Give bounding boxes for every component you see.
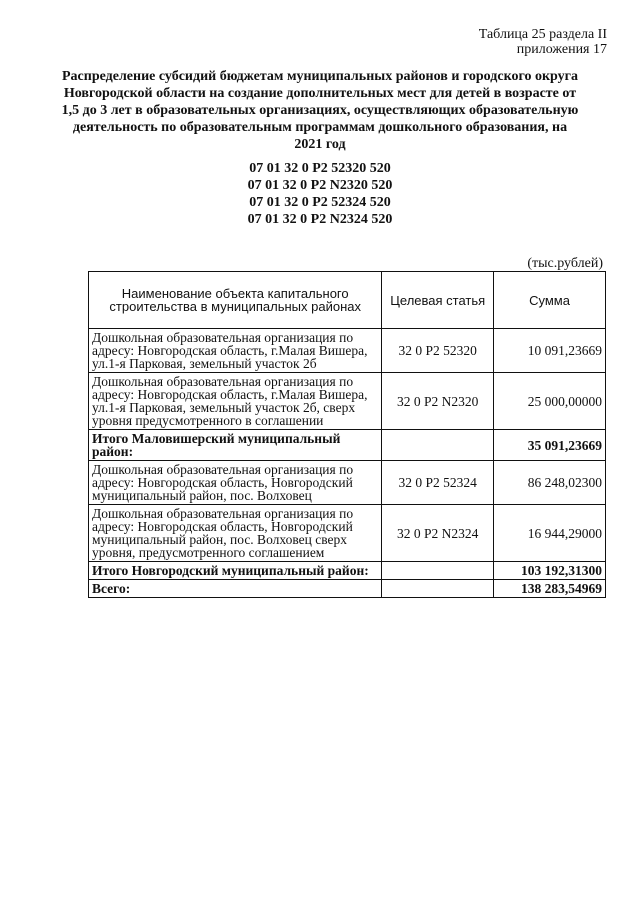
- row-sum-cell: 35 091,23669: [494, 430, 606, 461]
- row-name-cell: Итого Новгородский муниципальный район:: [89, 562, 382, 580]
- table-body: [89, 329, 606, 598]
- row-name-cell: Дошкольная образовательная организация по адресу: Новгородская область, Новгородский муниципальный район, пос. Волховец сверх уровня, предусмотренного соглашением: [89, 505, 382, 562]
- row-name-cell: Дошкольная образовательная организация по адресу: Новгородская область, г.Малая Вишера, ул.1-я Парковая, земельный участок 2б: [89, 329, 382, 373]
- budget-code: 07 01 32 0 P2 52324 520: [249, 195, 391, 210]
- column-header-code: Целевая статья: [382, 272, 494, 329]
- row-code-cell: [382, 562, 494, 580]
- table-total-row: [89, 430, 606, 461]
- table-total-row: [89, 562, 606, 580]
- units-note: (тыс.рублей): [527, 256, 603, 271]
- document-reference: [479, 27, 607, 57]
- row-name-cell: Итого Маловишерский муниципальный район:: [89, 430, 382, 461]
- table-row: [89, 505, 606, 562]
- row-code-cell: [382, 430, 494, 461]
- row-sum-cell: 25 000,00000: [494, 373, 606, 430]
- row-code-cell: 32 0 P2 52324: [382, 461, 494, 505]
- reference-line-1: Таблица 25 раздела II: [478, 27, 607, 42]
- subsidy-table: [88, 271, 606, 598]
- row-sum-cell: 103 192,31300: [494, 562, 606, 580]
- table-row: [89, 329, 606, 373]
- row-sum-cell: 86 248,02300: [494, 461, 606, 505]
- budget-code: 07 01 32 0 P2 N2324 520: [247, 212, 393, 227]
- table-total-row: [89, 580, 606, 598]
- table-row: [89, 373, 606, 430]
- budget-codes: [160, 160, 480, 228]
- row-sum-cell: 16 944,29000: [494, 505, 606, 562]
- reference-line-2: приложения 17: [516, 42, 607, 57]
- budget-code: 07 01 32 0 P2 52320 520: [249, 161, 391, 176]
- budget-code: 07 01 32 0 P2 N2320 520: [247, 178, 393, 193]
- row-code-cell: 32 0 P2 N2320: [382, 373, 494, 430]
- row-sum-cell: 138 283,54969: [494, 580, 606, 598]
- table-row: [89, 461, 606, 505]
- row-code-cell: [382, 580, 494, 598]
- row-name-cell: Всего:: [89, 580, 382, 598]
- row-name-cell: Дошкольная образовательная организация по адресу: Новгородская область, г.Малая Вишера, ул.1-я Парковая, земельный участок 2б, сверх уровня предусмотренного в соглашении: [89, 373, 382, 430]
- document-title: Распределение субсидий бюджетам муниципальных районов и городского округа Новгородской области на создание дополнительных мест для детей в возрасте от 1,5 до 3 лет в образовательных организациях, осуществляющих образовательную деятельность по образовательным программам дошкольного образования, на 2021 год: [61, 69, 579, 152]
- column-header-sum: Сумма: [494, 272, 606, 329]
- table-header-row: [89, 272, 606, 329]
- row-sum-cell: 10 091,23669: [494, 329, 606, 373]
- column-header-name: Наименование объекта капитального строительства в муниципальных районах: [89, 272, 382, 329]
- row-code-cell: 32 0 P2 N2324: [382, 505, 494, 562]
- row-name-cell: Дошкольная образовательная организация по адресу: Новгородская область, Новгородский муниципальный район, пос. Волховец: [89, 461, 382, 505]
- row-code-cell: 32 0 P2 52320: [382, 329, 494, 373]
